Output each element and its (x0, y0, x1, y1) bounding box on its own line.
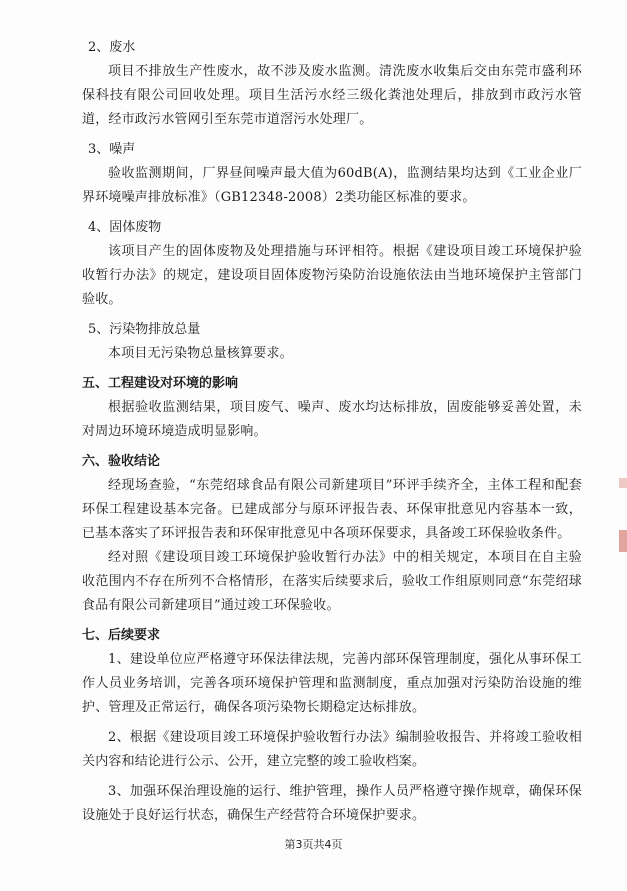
section-heading-wastewater: 2、废水 (88, 40, 136, 55)
paragraph-follow-up-1: 1、建设单位应严格遵守环保法律法规，完善内部环保管理制度，强化从事环保工作人员业务培训，完善各项环境保护管理和监测制度，重点加强对污染防治设施的维护、管理及正常运行，确保各项污染物长期稳定达标排放。 (82, 652, 582, 715)
section-heading-solid-waste: 4、固体废物 (88, 220, 162, 235)
paragraph-conclusion-2: 经对照《建设项目竣工环境保护验收暂行办法》中的相关规定，本项目在自主验收范围内不存在所列不合格情形，在落实后续要求后，验收工作组原则同意“东莞绍球食品有限公司新建项目”通过竣工环保验收。 (82, 550, 582, 613)
seal-edge-mark (619, 530, 627, 552)
seal-edge-mark (619, 478, 627, 488)
paragraph-follow-up-3: 3、加强环保治理设施的运行、维护管理，操作人员严格遵守操作规章，确保环保设施处于良好运行状态，确保生产经营符合环境保护要求。 (82, 784, 582, 823)
document-body (82, 30, 582, 828)
section-heading-noise: 3、噪声 (88, 142, 136, 157)
paragraph-follow-up-2: 2、根据《建设项目竣工环境保护验收暂行办法》编制验收报告、并将竣工验收相关内容和结论进行公示、公开，建立完整的竣工验收档案。 (82, 730, 582, 769)
paragraph-total-emission: 本项目无污染物总量核算要求。 (108, 346, 293, 361)
paragraph-environment-impact: 根据验收监测结果，项目废气、噪声、废水均达标排放，固废能够妥善处置，未对周边环境环境造成明显影响。 (82, 400, 582, 439)
paragraph-noise: 验收监测期间，厂界昼间噪声最大值为60dB(A)，监测结果均达到《工业企业厂界环境噪声排放标准》（GB12348-2008）2类功能区标准的要求。 (82, 166, 582, 205)
section-heading-total-emission: 5、污染物排放总量 (88, 322, 201, 337)
page-number: 第3页共4页 (284, 838, 343, 851)
chapter-heading-conclusion: 六、验收结论 (82, 454, 161, 469)
chapter-heading-environment-impact: 五、工程建设对环境的影响 (82, 376, 239, 391)
paragraph-wastewater: 项目不排放生产性废水，故不涉及废水监测。清洗废水收集后交由东莞市盛利环保科技有限公司回收处理。项目生活污水经三级化粪池处理后，排放到市政污水管道，经市政污水管网引至东莞市道滘污水处理厂。 (82, 64, 582, 127)
paragraph-solid-waste: 该项目产生的固体废物及处理措施与环评相符。根据《建设项目竣工环境保护验收暂行办法》的规定，建设项目固体废物污染防治设施依法由当地环境保护主管部门验收。 (82, 244, 582, 307)
paragraph-conclusion-1: 经现场查验，“东莞绍球食品有限公司新建项目”环评手续齐全，主体工程和配套环保工程建设基本完备。已建成部分与原环评报告表、环保审批意见内容基本一致，已基本落实了环评报告表和环保审批意见中各项环保要求，具备竣工环保验收条件。 (82, 478, 582, 541)
chapter-heading-follow-up: 七、后续要求 (82, 628, 161, 643)
